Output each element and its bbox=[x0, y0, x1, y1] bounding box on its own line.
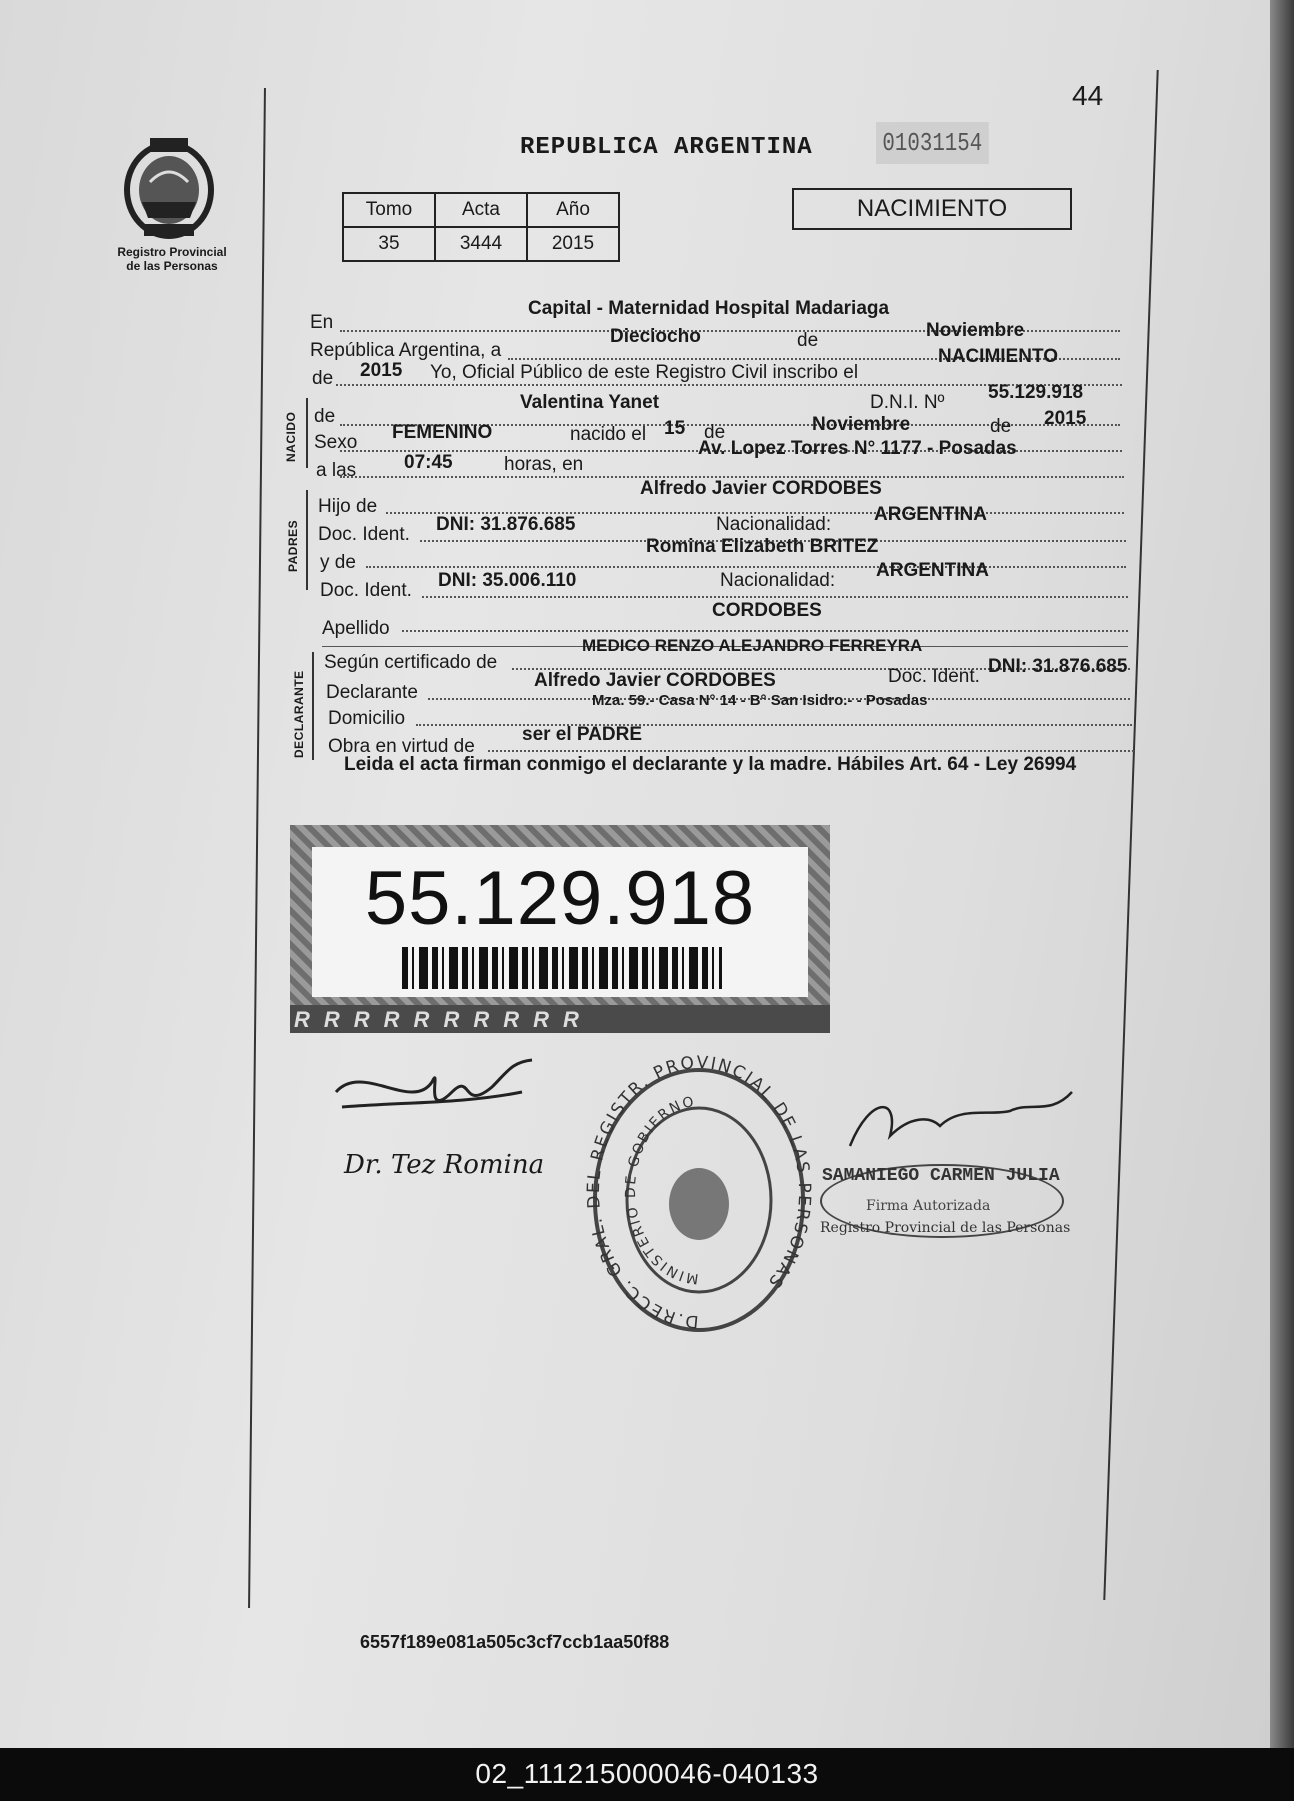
dni-label: D.N.I. Nº bbox=[870, 392, 945, 413]
registry-label-line1: Registro Provincial bbox=[117, 245, 227, 259]
father-name: Alfredo Javier CORDOBES bbox=[640, 478, 882, 499]
seal-outer-text: D.RECC. GRAL. DEL REGISTR. PROVINCIAL DE LAS PERSONAS bbox=[583, 1052, 815, 1332]
nacido-section-label: NACIDO bbox=[284, 411, 298, 462]
de-label-2: de bbox=[704, 422, 726, 443]
birth-place: Capital - Maternidad Hospital Madariaga bbox=[528, 298, 890, 319]
header-tomo: Tomo bbox=[343, 193, 435, 227]
value-tomo: 35 bbox=[343, 227, 435, 261]
official-signature bbox=[840, 1086, 1080, 1166]
barcode-icon bbox=[402, 947, 722, 989]
doc-ident-label: Doc. Ident. bbox=[318, 524, 410, 545]
scan-caption: 02_111215000046-040133 bbox=[475, 1758, 819, 1789]
value-ano: 2015 bbox=[527, 227, 619, 261]
dotted-line bbox=[402, 630, 1128, 632]
certificado-label: Según certificado de bbox=[324, 652, 498, 673]
sexo-label: Sexo bbox=[314, 432, 358, 453]
document-title: REPUBLICA ARGENTINA bbox=[520, 134, 813, 161]
closing-statement: Leida el acta firman conmigo el declarante y la madre. Hábiles Art. 64 - Ley 26994 bbox=[344, 754, 1077, 775]
registry-label-line2: de las Personas bbox=[126, 259, 218, 273]
declarant-doc: DNI: 31.876.685 bbox=[988, 656, 1128, 677]
birth-year: 2015 bbox=[1044, 408, 1087, 429]
act-year: 2015 bbox=[360, 360, 403, 381]
sticker-strip bbox=[290, 1005, 830, 1033]
birth-day: 15 bbox=[664, 418, 686, 439]
dotted-line bbox=[422, 596, 1128, 598]
registry-label bbox=[108, 245, 236, 273]
a-las-label: a las bbox=[316, 460, 357, 481]
en-label: En bbox=[310, 312, 334, 333]
registrar-signature bbox=[332, 1052, 542, 1132]
header-acta: Acta bbox=[435, 193, 527, 227]
nacido-de-label: de bbox=[314, 406, 336, 427]
birth-address: Av. Lopez Torres N° 1177 - Posadas bbox=[698, 438, 1017, 459]
record-table-value-row bbox=[343, 227, 619, 261]
act-day: Dieciocho bbox=[610, 326, 701, 347]
page-edge-shadow bbox=[1270, 0, 1294, 1748]
father-doc: DNI: 31.876.685 bbox=[436, 514, 576, 535]
de-year-label: de bbox=[312, 368, 334, 389]
dotted-line bbox=[366, 566, 1126, 568]
oficial-label: Yo, Oficial Público de este Registro Civil inscribo el bbox=[430, 362, 859, 383]
declarant-doc-label: Doc. Ident. bbox=[888, 666, 980, 687]
act-month: Noviembre bbox=[926, 320, 1025, 341]
nacionalidad-label-2: Nacionalidad: bbox=[720, 570, 836, 591]
seal-emblem-icon bbox=[669, 1168, 729, 1240]
horas-label: horas, en bbox=[504, 454, 584, 475]
page-number: 44 bbox=[1072, 80, 1104, 111]
inscribe-type: NACIMIENTO bbox=[938, 346, 1058, 367]
header-ano: Año bbox=[527, 193, 619, 227]
obra-label: Obra en virtud de bbox=[328, 736, 475, 757]
child-sex: FEMENINO bbox=[392, 422, 493, 443]
surname: CORDOBES bbox=[712, 600, 822, 621]
declarante-section-rule bbox=[312, 652, 314, 760]
official-org: Registro Provincial de las Personas bbox=[820, 1220, 1071, 1236]
y-de-label: y de bbox=[320, 552, 356, 573]
seal-inner-text: MINISTERIO DE GOBIERNO bbox=[622, 1093, 700, 1287]
value-acta: 3444 bbox=[435, 227, 527, 261]
declarant-address: Mza. 59.- Casa N° 14 - B° San Isidro.- - Posadas bbox=[592, 692, 928, 709]
mother-nationality: ARGENTINA bbox=[876, 560, 989, 581]
nacionalidad-label: Nacionalidad: bbox=[716, 514, 832, 535]
dni-sticker bbox=[290, 825, 830, 1033]
sticker-dni-number: 55.129.918 bbox=[364, 856, 756, 941]
domicilio-label: Domicilio bbox=[328, 708, 406, 729]
apellido-label: Apellido bbox=[322, 618, 390, 639]
mother-doc: DNI: 35.006.110 bbox=[438, 570, 577, 591]
nacido-el-label: nacido el bbox=[570, 424, 647, 445]
declarant-relation: ser el PADRE bbox=[522, 724, 643, 745]
declarant-name: Alfredo Javier CORDOBES bbox=[534, 670, 776, 691]
doc-ident-label-2: Doc. Ident. bbox=[320, 580, 412, 601]
hijo-de-label: Hijo de bbox=[318, 496, 378, 517]
padres-section-label: PADRES bbox=[286, 519, 300, 572]
official-name: SAMANIEGO CARMEN JULIA bbox=[822, 1166, 1060, 1186]
mother-name: Romina Elizabeth BRITEZ bbox=[646, 536, 879, 557]
padres-section-rule bbox=[306, 490, 308, 590]
birth-month: Noviembre bbox=[812, 414, 911, 435]
de-label: de bbox=[797, 330, 819, 351]
child-dni: 55.129.918 bbox=[988, 382, 1084, 403]
sticker-strip-text: RRRRRRRRRR bbox=[294, 1007, 593, 1032]
province-emblem-icon bbox=[120, 132, 218, 244]
declarante-label: Declarante bbox=[326, 682, 418, 703]
left-signature-name: Dr. Tez Romina bbox=[344, 1150, 545, 1180]
certifying-doctor: MEDICO RENZO ALEJANDRO FERREYRA bbox=[582, 636, 923, 655]
father-nationality: ARGENTINA bbox=[874, 504, 987, 525]
dni-sticker-label bbox=[312, 847, 808, 997]
record-table bbox=[342, 192, 620, 262]
birth-time: 07:45 bbox=[404, 452, 453, 473]
official-role: Firma Autorizada bbox=[866, 1198, 991, 1214]
de-label-3: de bbox=[990, 416, 1012, 437]
document-hash: 6557f189e081a505c3cf7ccb1aa50f88 bbox=[360, 1632, 670, 1652]
republica-label: República Argentina, a bbox=[310, 340, 502, 361]
record-table-header-row bbox=[343, 193, 619, 227]
child-name: Valentina Yanet bbox=[520, 392, 660, 413]
declarante-section-label: DECLARANTE bbox=[292, 670, 306, 758]
serial-number: 01031154 bbox=[876, 122, 989, 164]
record-type-box: NACIMIENTO bbox=[792, 188, 1072, 230]
nacido-section-rule bbox=[306, 398, 308, 468]
official-seal-stamp bbox=[583, 1052, 815, 1336]
